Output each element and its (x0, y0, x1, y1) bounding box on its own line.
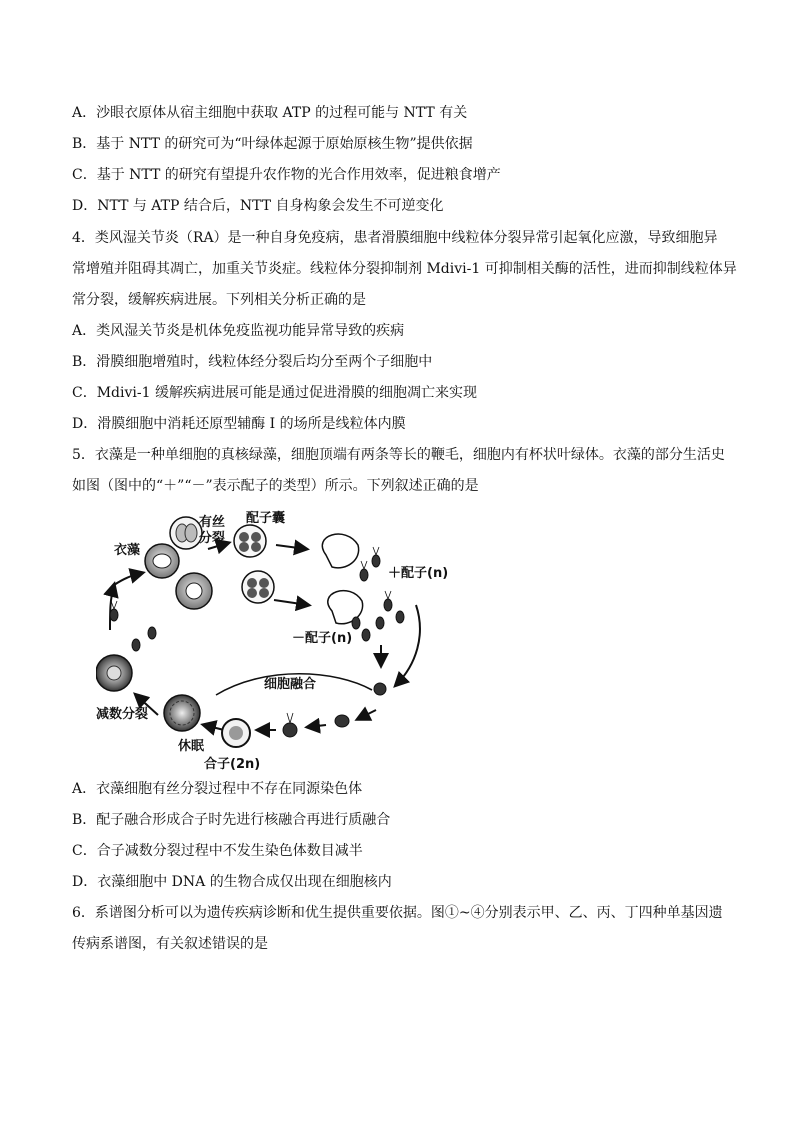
q4-stem-line-2: 常增殖并阻碍其凋亡，加重关节炎症。线粒体分裂抑制剂 Mdivi-1 可抑制相关酶的活性，进而抑制线粒体异 (72, 261, 737, 277)
gametangium-top (234, 525, 266, 557)
label-chlamydomonas: 衣藻 (114, 543, 141, 558)
arrow-fusion-1 (358, 710, 376, 719)
q4-stem-line-1: 4．类风湿关节炎（RA）是一种自身免疫病，患者滑膜细胞中线粒体分裂异常引起氧化应激，导致细胞异 (72, 230, 718, 246)
label-dormancy: 休眠 (178, 739, 205, 754)
label-meiosis: 减数分裂 (96, 707, 149, 722)
arrow-fusion-2 (308, 725, 326, 727)
label-minus-gamete: －配子(n) (292, 631, 353, 646)
releasing-sac-plus (322, 534, 358, 568)
life-cycle-drawing (96, 505, 444, 773)
q5-stem-line-2: 如图（图中的“＋”“－”表示配子的类型）所示。下列叙述正确的是 (72, 478, 479, 494)
q5-option-a: A．衣藻细胞有丝分裂过程中不存在同源染色体 (72, 781, 363, 797)
arrow-to-cell (114, 573, 142, 585)
q3-option-d: D．NTT 与 ATP 结合后，NTT 自身构象会发生不可逆变化 (72, 198, 444, 214)
label-cell-fusion: 细胞融合 (264, 677, 317, 692)
q3-option-c: C．基于 NTT 的研究有望提升农作物的光合作用效率，促进粮食增产 (72, 167, 501, 183)
q4-option-d: D．滑膜细胞中消耗还原型辅酶 I 的场所是线粒体内膜 (72, 416, 406, 432)
q6-stem-line-1: 6．系谱图分析可以为遗传疾病诊断和优生提供重要依据。图①~④分别表示甲、乙、丙、丁四种单基因遗 (72, 905, 723, 921)
q3-option-b: B．基于 NTT 的研究可为“叶绿体起源于原始原核生物”提供依据 (72, 136, 473, 152)
label-zygote: 合子(2n) (204, 757, 261, 772)
q4-option-b: B．滑膜细胞增殖时，线粒体经分裂后均分至两个子细胞中 (72, 354, 433, 370)
label-plus-gamete: ＋配子(n) (388, 566, 449, 581)
q5-option-c: C．合子减数分裂过程中不发生染色体数目减半 (72, 843, 363, 859)
label-mitosis-line-1: 有丝 (199, 515, 226, 530)
q4-option-c: C．Mdivi-1 缓解疾病进展可能是通过促进滑膜的细胞凋亡来实现 (72, 385, 477, 401)
q5-stem-line-1: 5．衣藻是一种单细胞的真核绿藻，细胞顶端有两条等长的鞭毛，细胞内有杯状叶绿体。衣藻的部分生活史 (72, 447, 725, 463)
arrow-to-dormancy (204, 725, 224, 730)
q3-option-a: A．沙眼衣原体从宿主细胞中获取 ATP 的过程可能与 NTT 有关 (72, 105, 468, 121)
q4-stem-line-3: 常分裂，缓解疾病进展。下列相关分析正确的是 (72, 292, 366, 308)
q5-option-d: D．衣藻细胞中 DNA 的生物合成仅出现在细胞核内 (72, 874, 392, 890)
arrow-middle-right (274, 600, 308, 605)
q5-option-b: B．配子融合形成合子时先进行核融合再进行质融合 (72, 812, 391, 828)
dormant-zygote (164, 695, 200, 731)
gametangium-bottom (242, 571, 274, 603)
arrow-top-right (276, 545, 306, 549)
chlamydomonas-life-cycle-figure (96, 505, 449, 773)
q4-option-a: A．类风湿关节炎是机体免疫监视功能异常导致的疾病 (72, 323, 405, 339)
label-gametangium: 配子囊 (246, 511, 286, 526)
q6-stem-line-2: 传病系谱图，有关叙述错误的是 (72, 936, 268, 952)
label-mitosis-line-2: 分裂 (199, 531, 226, 546)
